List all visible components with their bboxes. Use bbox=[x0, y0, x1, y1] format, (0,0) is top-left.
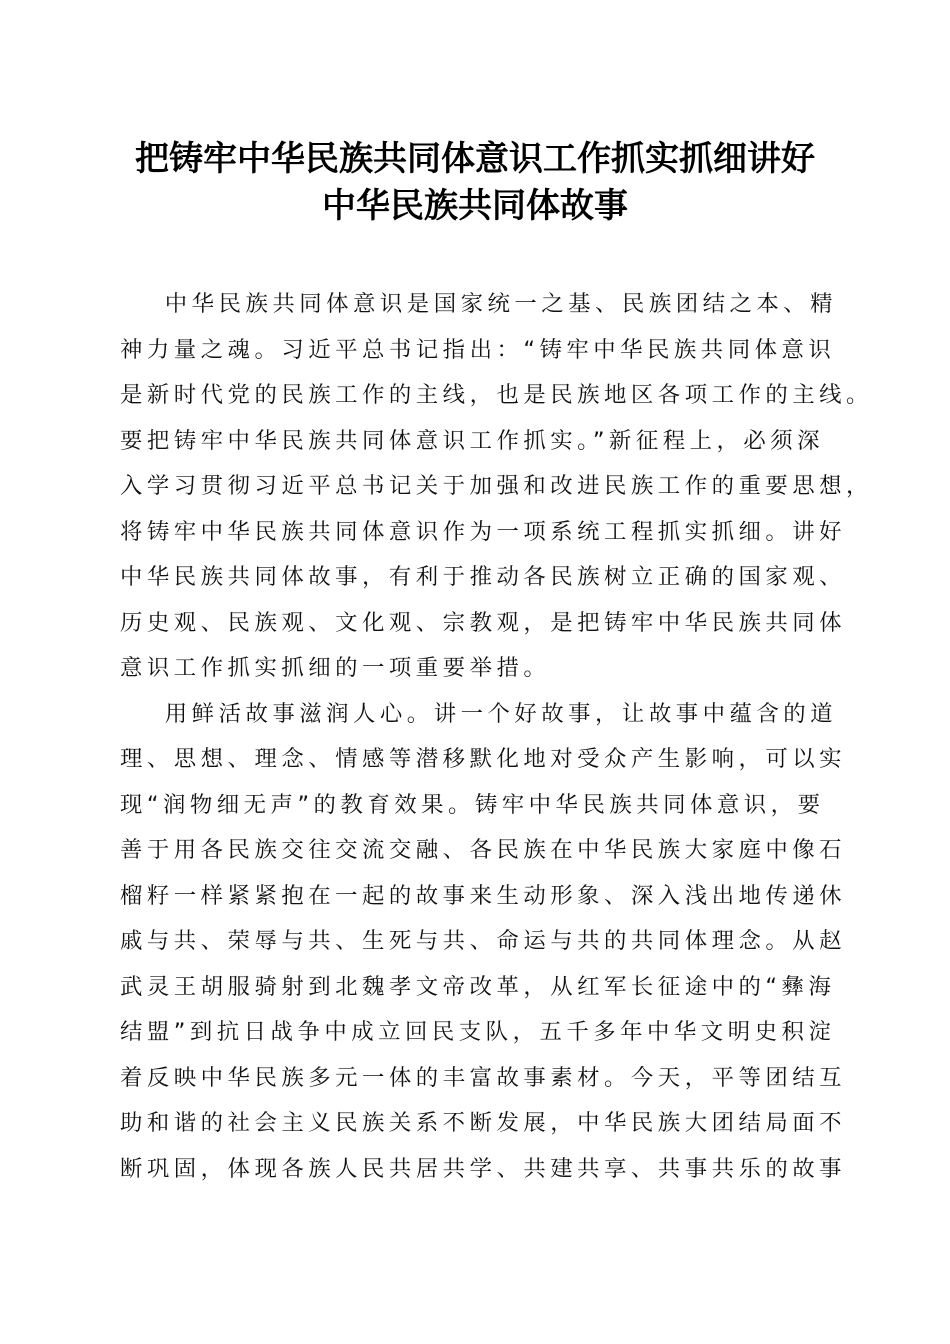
text-line: 着反映中华民族多元一体的丰富故事素材。今天，平等团结互 bbox=[120, 1064, 847, 1091]
text-line: 武灵王胡服骑射到北魏孝文帝改革，从红军长征途中的“彝海 bbox=[120, 973, 836, 1000]
text-line: 用鲜活故事滋润人心。讲一个好故事，让故事中蕴含的道 bbox=[164, 700, 838, 727]
text-line: 入学习贯彻习近平总书记关于加强和改进民族工作的重要思想， bbox=[120, 473, 873, 499]
text-line: 中华民族共同体故事，有利于推动各民族树立正确的国家观、 bbox=[120, 564, 847, 590]
text-line: 断巩固，体现各族人民共居共学、共建共享、共事共乐的故事 bbox=[120, 1155, 847, 1182]
text-line: 善于用各民族交往交流交融、各民族在中华民族大家庭中像石 bbox=[120, 837, 847, 863]
paragraph-2 bbox=[120, 692, 847, 1193]
text-line: 中华民族共同体意识是国家统一之基、民族团结之本、精 bbox=[164, 291, 838, 317]
text-line: 历史观、民族观、文化观、宗教观，是把铸牢中华民族共同体 bbox=[120, 609, 847, 636]
text-line: 榴籽一样紧紧抱在一起的故事来生动形象、深入浅出地传递休 bbox=[120, 882, 847, 909]
text-line: 将铸牢中华民族共同体意识作为一项系统工程抓实抓细。讲好 bbox=[120, 518, 847, 545]
text-line: 神力量之魂。习近平总书记指出：“铸牢中华民族共同体意识 bbox=[120, 336, 836, 363]
paragraph-1 bbox=[120, 282, 873, 692]
text-line: 助和谐的社会主义民族关系不断发展，中华民族大团结局面不 bbox=[120, 1110, 847, 1136]
text-line: 要把铸牢中华民族共同体意识工作抓实。”新征程上，必须深 bbox=[120, 427, 825, 454]
text-line: 理、思想、理念、情感等潜移默化地对受众产生影响，可以实 bbox=[120, 746, 847, 772]
document-title bbox=[60, 136, 890, 230]
text-line: 意识工作抓实抓细的一项重要举措。 bbox=[120, 655, 551, 681]
text-line: 现“润物细无声”的教育效果。铸牢中华民族共同体意识，要 bbox=[120, 791, 825, 818]
title-line: 把铸牢中华民族共同体意识工作抓实抓细讲好 bbox=[135, 139, 815, 179]
text-line: 结盟”到抗日战争中成立回民支队，五千多年中华文明史积淀 bbox=[120, 1019, 836, 1045]
text-line: 戚与共、荣辱与共、生死与共、命运与共的共同体理念。从赵 bbox=[120, 928, 847, 954]
text-line: 是新时代党的民族工作的主线，也是民族地区各项工作的主线。 bbox=[120, 382, 873, 408]
title-line: 中华民族共同体故事 bbox=[322, 186, 628, 226]
document-body bbox=[120, 282, 873, 1192]
